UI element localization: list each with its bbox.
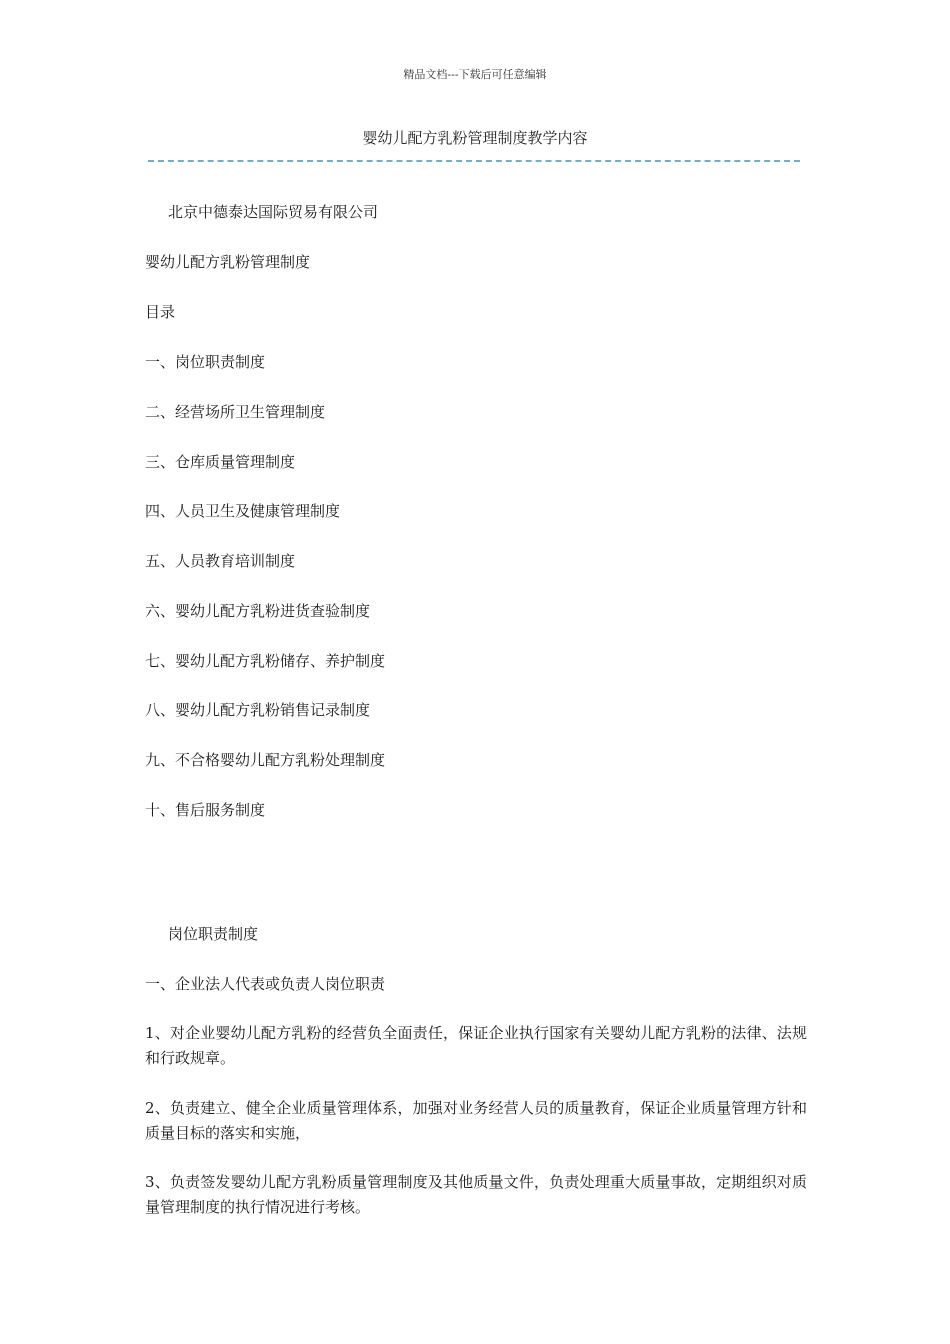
toc-item: 三、仓库质量管理制度 [145, 453, 296, 471]
toc-item: 二、经营场所卫生管理制度 [145, 403, 326, 421]
document-title: 婴幼儿配方乳粉管理制度教学内容 [362, 129, 588, 147]
page-header-watermark: 精品文档---下载后可任意编辑 [403, 68, 547, 81]
dashed-divider [148, 160, 800, 162]
doc-name: 婴幼儿配方乳粉管理制度 [145, 253, 311, 271]
toc-item: 七、婴幼儿配方乳粉储存、养护制度 [145, 652, 386, 670]
toc-item: 九、不合格婴幼儿配方乳粉处理制度 [145, 751, 386, 769]
company-name: 北京中德泰达国际贸易有限公司 [168, 203, 379, 221]
toc-item: 八、婴幼儿配方乳粉销售记录制度 [145, 701, 371, 719]
toc-item: 六、婴幼儿配方乳粉进货查验制度 [145, 602, 371, 620]
toc-item: 一、岗位职责制度 [145, 353, 266, 371]
paragraph: 3、负责签发婴幼儿配方乳粉质量管理制度及其他质量文件，负责处理重大质量事故，定期组织对质量管理制度的执行情况进行考核。 [145, 1173, 807, 1216]
subsection-title: 一、企业法人代表或负责人岗位职责 [145, 975, 386, 993]
toc-item: 五、人员教育培训制度 [145, 552, 296, 570]
toc-heading: 目录 [145, 303, 176, 321]
paragraph: 1、对企业婴幼儿配方乳粉的经营负全面责任，保证企业执行国家有关婴幼儿配方乳粉的法律、法规和行政规章。 [145, 1024, 807, 1067]
toc-item: 四、人员卫生及健康管理制度 [145, 502, 341, 520]
toc-item: 十、售后服务制度 [145, 801, 266, 819]
paragraph: 2、负责建立、健全企业质量管理体系，加强对业务经营人员的质量教育，保证企业质量管理方针和质量目标的落实和实施， [145, 1099, 807, 1142]
section-title: 岗位职责制度 [168, 925, 259, 943]
